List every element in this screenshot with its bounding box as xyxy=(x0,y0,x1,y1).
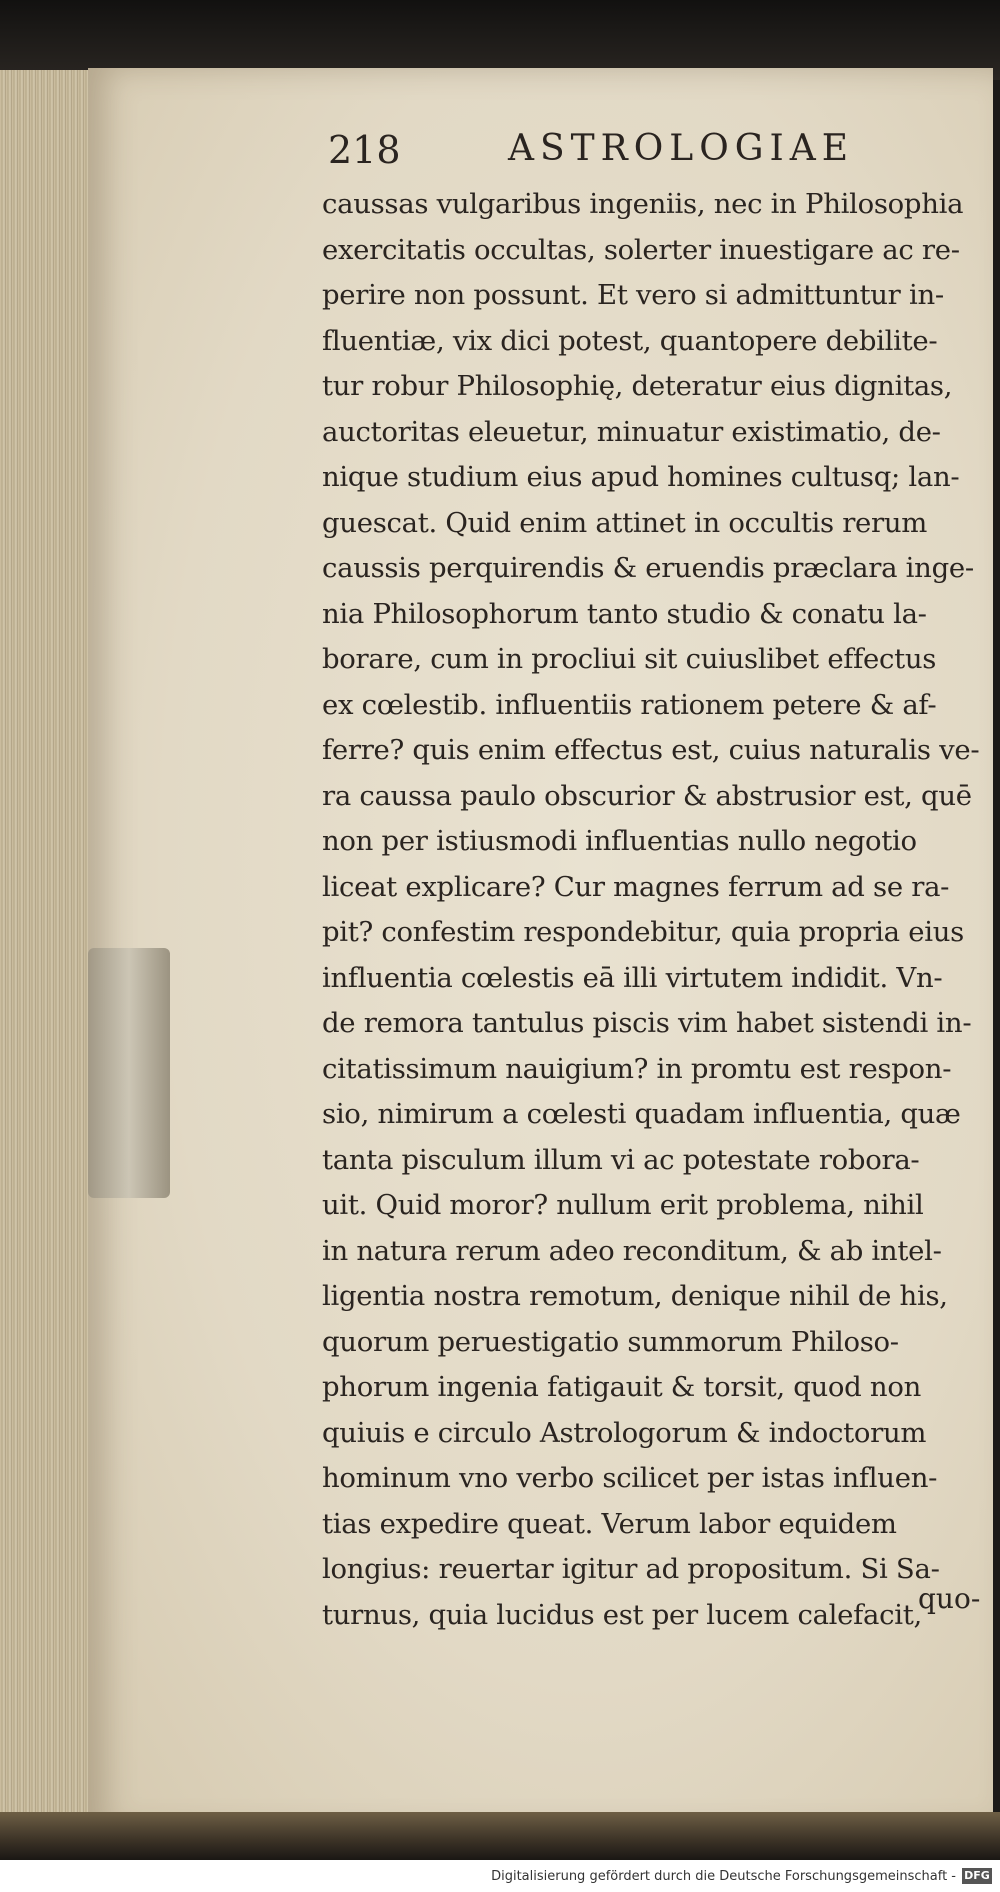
footer-bar xyxy=(0,1860,1000,1892)
text-line: fluentiæ, vix dici potest, quantopere debilite- xyxy=(322,324,938,357)
text-line: longius: reuertar igitur ad propositum. Si Sa- xyxy=(322,1553,940,1585)
text-line: caussas vulgaribus ingeniis, nec in Philosophia xyxy=(322,188,964,220)
scan-background-bottom xyxy=(0,1812,1000,1860)
text-line: pit? confestim respondebitur, quia propria eius xyxy=(322,916,964,948)
text-line: caussis perquirendis & eruendis præclara inge- xyxy=(322,552,974,584)
text-line: hominum vno verbo scilicet per istas influen- xyxy=(322,1462,938,1494)
text-line: phorum ingenia fatigauit & torsit, quod non xyxy=(322,1371,922,1403)
text-line: exercitatis occultas, solerter inuestigare ac re- xyxy=(322,233,960,266)
text-line: tanta pisculum illum vi ac potestate robora- xyxy=(322,1143,920,1176)
page-header xyxy=(328,128,854,178)
text-line: ra caussa paulo obscurior & abstrusior est, quē xyxy=(322,779,972,812)
text-line: tias expedire queat. Verum labor equidem xyxy=(322,1507,897,1540)
text-line: influentia cœlestis eā illi virtutem indidit. Vn- xyxy=(322,961,943,994)
book-clasp xyxy=(88,948,170,1198)
text-line: liceat explicare? Cur magnes ferrum ad se ra- xyxy=(322,870,950,903)
text-line: ferre? quis enim effectus est, cuius naturalis ve- xyxy=(322,734,980,766)
book-page-edges xyxy=(0,70,97,1840)
text-line: auctoritas eleuetur, minuatur existimatio, de- xyxy=(322,415,941,448)
text-line: tur robur Philosophię, deteratur eius dignitas, xyxy=(322,370,953,402)
text-line: nia Philosophorum tanto studio & conatu la- xyxy=(322,597,927,630)
text-line: ligentia nostra remotum, denique nihil de his, xyxy=(322,1280,948,1312)
text-line: turnus, quia lucidus est per lucem calefacit, xyxy=(322,1598,922,1631)
text-line: quorum peruestigatio summorum Philoso- xyxy=(322,1325,899,1358)
text-line: ex cœlestib. influentiis rationem petere & af- xyxy=(322,688,937,721)
text-line: non per istiusmodi influentias nullo negotio xyxy=(322,825,917,857)
page-number: 218 xyxy=(328,128,401,172)
body-text xyxy=(322,182,982,1638)
text-line: citatissimum nauigium? in promtu est respon- xyxy=(322,1052,952,1085)
text-line: quiuis e circulo Astrologorum & indoctorum xyxy=(322,1416,927,1449)
text-line: nique studium eius apud homines cultusq; lan- xyxy=(322,461,960,493)
text-line: perire non possunt. Et vero si admittuntur in- xyxy=(322,279,944,311)
text-line: de remora tantulus piscis vim habet sistendi in- xyxy=(322,1007,972,1039)
dfg-logo: DFG xyxy=(962,1868,992,1884)
text-line: sio, nimirum a cœlesti quadam influentia, quæ xyxy=(322,1098,961,1130)
running-head: ASTROLOGIAE xyxy=(508,128,854,169)
catchword: quo- xyxy=(918,1582,981,1615)
footer-credit: Digitalisierung gefördert durch die Deutsche Forschungsgemeinschaft - xyxy=(491,1869,956,1884)
text-line: uit. Quid moror? nullum erit problema, nihil xyxy=(322,1189,924,1221)
text-line: in natura rerum adeo reconditum, & ab intel- xyxy=(322,1234,942,1267)
text-line: guescat. Quid enim attinet in occultis rerum xyxy=(322,506,928,539)
text-line: borare, cum in procliui sit cuiuslibet effectus xyxy=(322,643,937,675)
